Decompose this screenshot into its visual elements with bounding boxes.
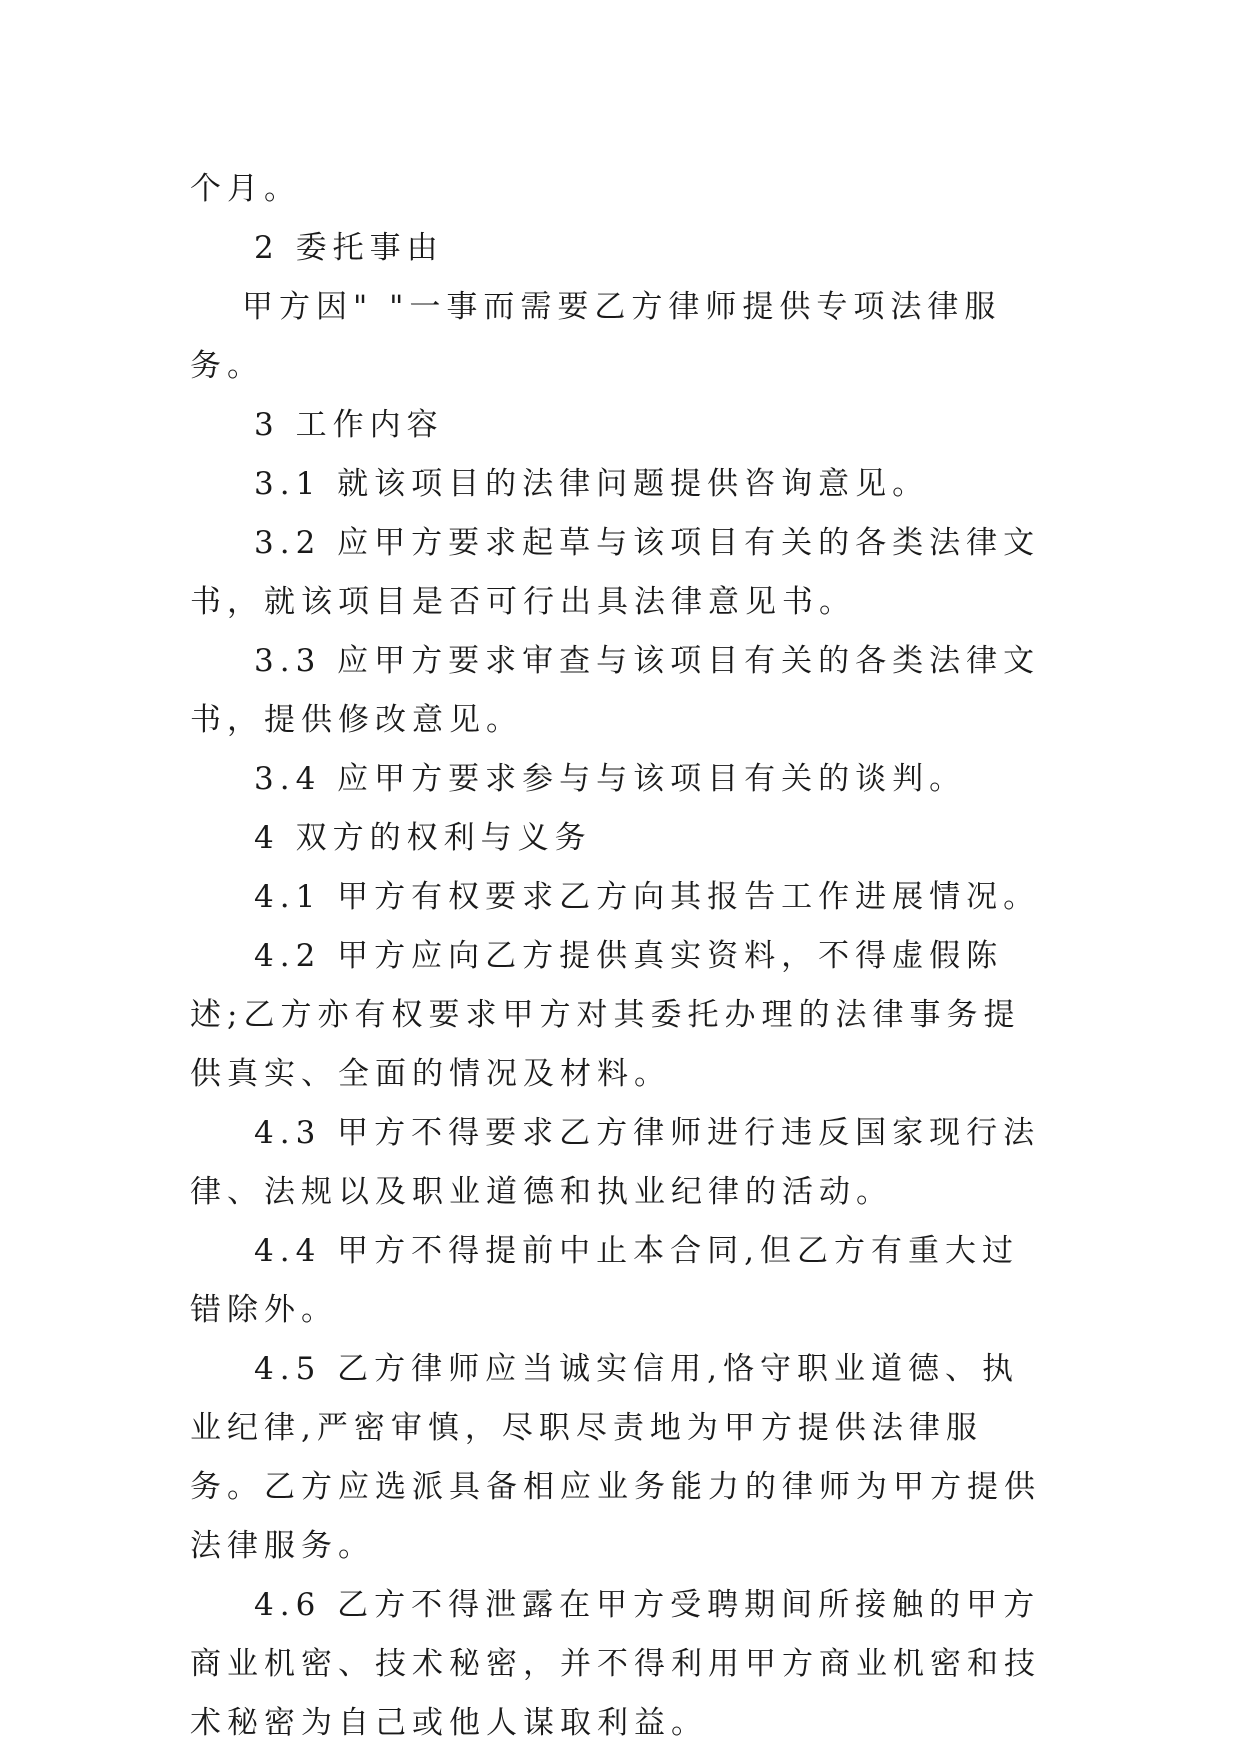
clause-4-3: 4.3 甲方不得要求乙方律师进行违反国家现行法律、法规以及职业道德和执业纪律的活动。 [190,1115,1041,1210]
clause-4-6: 4.6 乙方不得泄露在甲方受聘期间所接触的甲方商业机密、技术秘密，并不得利用甲方商业机密和技术秘密为自己或他人谋取利益。 [190,1587,1041,1741]
paragraph-continuation: 个月。 [190,171,301,207]
section-heading-2: 2 委托事由 [254,230,444,266]
clause-3-1: 3.1 就该项目的法律问题提供咨询意见。 [254,466,930,502]
document-body [190,160,1055,1753]
section-heading-3: 3 工作内容 [254,407,444,443]
clause-3-3: 3.3 应甲方要求审查与该项目有关的各类法律文书，提供修改意见。 [190,643,1041,738]
clause-4-1: 4.1 甲方有权要求乙方向其报告工作进展情况。 [254,879,1041,915]
clause-3-2: 3.2 应甲方要求起草与该项目有关的各类法律文书，就该项目是否可行出具法律意见书。 [190,525,1041,620]
clause-4-2: 4.2 甲方应向乙方提供真实资料，不得虚假陈述;乙方亦有权要求甲方对其委托办理的法律事务提供真实、全面的情况及材料。 [190,938,1021,1092]
clause-4-5: 4.5 乙方律师应当诚实信用,恪守职业道德、执业纪律,严密审慎，尽职尽责地为甲方提供法律服务。乙方应选派具备相应业务能力的律师为甲方提供法律服务。 [190,1351,1041,1564]
clause-4-4: 4.4 甲方不得提前中止本合同,但乙方有重大过错除外。 [190,1233,1020,1328]
paragraph-entrust-reason: 甲方因" "一事而需要乙方律师提供专项法律服务。 [190,289,1002,384]
section-heading-4: 4 双方的权利与义务 [254,820,592,856]
clause-3-4: 3.4 应甲方要求参与与该项目有关的谈判。 [254,761,967,797]
